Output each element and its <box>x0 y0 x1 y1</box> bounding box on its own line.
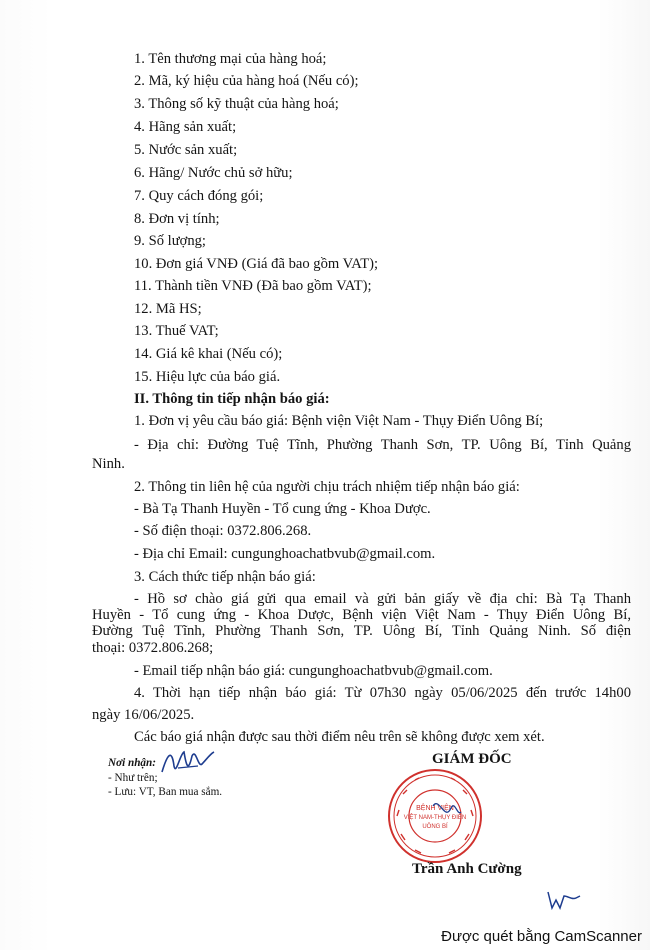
deadline-line: ngày 16/06/2025. <box>92 707 195 723</box>
recipients-label: Nơi nhận: <box>108 757 156 769</box>
method-line: thoại: 0372.806.268; <box>92 640 214 656</box>
seal-text-top: BỆNH VIỆN <box>416 805 454 812</box>
section-heading: II. Thông tin tiếp nhận báo giá: <box>134 391 330 407</box>
requesting-unit: 1. Đơn vị yêu cầu báo giá: Bệnh viện Việt Nam - Thụy Điển Uông Bí; <box>134 413 544 429</box>
list-item: 3. Thông số kỹ thuật của hàng hoá; <box>134 96 339 112</box>
list-item: 4. Hãng sản xuất; <box>134 119 237 135</box>
list-item: 10. Đơn giá VNĐ (Giá đã bao gồm VAT); <box>134 256 379 272</box>
initials-signature <box>158 746 218 780</box>
recipients-line: - Lưu: VT, Ban mua sắm. <box>108 786 223 798</box>
contact-phone: - Số điện thoại: 0372.806.268. <box>134 523 312 539</box>
contact-email: - Địa chỉ Email: cungunghoachatbvub@gmail.com. <box>134 546 436 562</box>
list-item: 9. Số lượng; <box>134 233 206 249</box>
deadline-line: 4. Thời hạn tiếp nhận báo giá: Từ 07h30 ngày 05/06/2025 đến trước 14h00 <box>134 685 631 701</box>
address-line: - Địa chỉ: Đường Tuệ Tĩnh, Phường Thanh Sơn, TP. Uông Bí, Tỉnh Quảng <box>134 437 631 453</box>
list-item: 14. Giá kê khai (Nếu có); <box>134 346 283 362</box>
method-line: - Hồ sơ chào giá gửi qua email và gửi bản giấy về địa chỉ: Bà Tạ Thanh <box>134 591 631 607</box>
list-item: 7. Quy cách đóng gói; <box>134 188 264 204</box>
contact-person: - Bà Tạ Thanh Huyền - Tổ cung ứng - Khoa Dược. <box>134 501 431 517</box>
seal-text-mid: VIỆT NAM-THỤY ĐIỂN <box>403 815 467 821</box>
list-item: 13. Thuế VAT; <box>134 323 219 339</box>
handwritten-mark <box>546 890 582 912</box>
method-email: - Email tiếp nhận báo giá: cungunghoachatbvub@gmail.com. <box>134 663 493 679</box>
late-note: Các báo giá nhận được sau thời điểm nêu trên sẽ không được xem xét. <box>134 729 545 745</box>
method-line: Huyền - Tổ cung ứng - Khoa Dược, Bệnh viện Việt Nam - Thụy Điển Uông Bí, <box>92 607 631 623</box>
seal-text-bot: UÔNG BÍ <box>422 824 448 830</box>
list-item: 11. Thành tiền VNĐ (Đã bao gồm VAT); <box>134 278 372 294</box>
list-item: 6. Hãng/ Nước chủ sở hữu; <box>134 165 293 181</box>
list-item: 12. Mã HS; <box>134 301 202 317</box>
director-title: GIÁM ĐỐC <box>432 751 512 767</box>
scanner-watermark: Được quét bằng CamScanner <box>441 928 642 945</box>
list-item: 8. Đơn vị tính; <box>134 211 220 227</box>
list-item: 1. Tên thương mại của hàng hoá; <box>134 51 327 67</box>
list-item: 15. Hiệu lực của báo giá. <box>134 369 281 385</box>
director-name: Trần Anh Cường <box>412 861 522 877</box>
method-heading: 3. Cách thức tiếp nhận báo giá: <box>134 569 316 585</box>
official-seal <box>385 766 485 866</box>
list-item: 2. Mã, ký hiệu của hàng hoá (Nếu có); <box>134 73 359 89</box>
contact-heading: 2. Thông tin liên hệ của người chịu trách nhiệm tiếp nhận báo giá: <box>134 479 520 495</box>
recipients-line: - Như trên; <box>108 772 158 784</box>
method-line: Đường Tuệ Tĩnh, Phường Thanh Sơn, TP. Uông Bí, Tỉnh Quảng Ninh. Số điện <box>92 623 631 639</box>
address-line: Ninh. <box>92 456 125 472</box>
list-item: 5. Nước sản xuất; <box>134 142 238 158</box>
